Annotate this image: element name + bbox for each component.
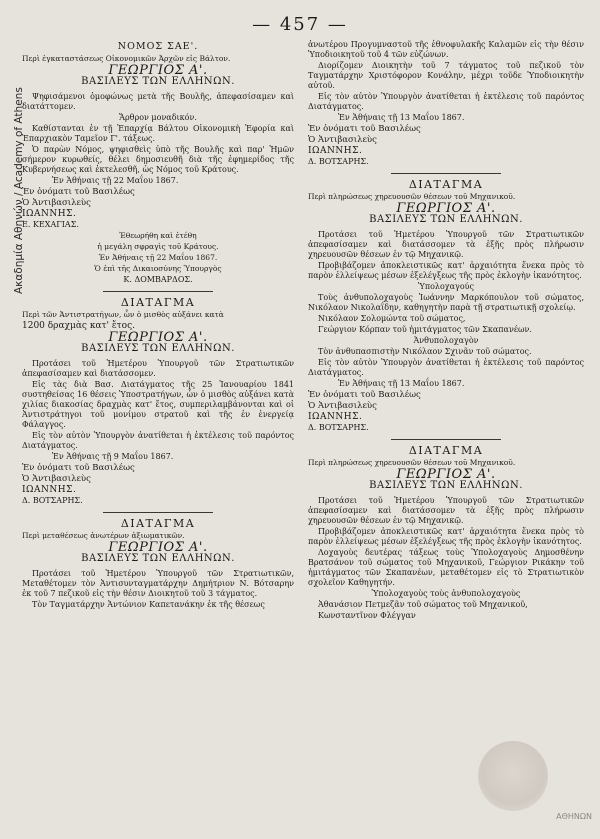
divider	[391, 173, 501, 174]
regent-name: ΙΩΑΝΝΗΣ.	[308, 412, 363, 422]
paragraph: Προτάσει τοῦ Ἡμετέρου Ὑπουργοῦ τῶν Στρατιωτικῶν ἀπεφασίσαμεν καὶ διατάσσομεν τὰ ἑξῆς πρὸς πλήρωσιν χηρευουσῶν θέσεων ἐν τῷ Μηχανικῷ.	[308, 496, 584, 525]
king-title: ΒΑΣΙΛΕΥΣ ΤΩΝ ΕΛΛΗΝΩΝ.	[81, 343, 235, 354]
decree-subject: Περὶ πληρώσεως χηρευουσῶν θέσεων τοῦ Μηχανικοῦ.	[308, 458, 516, 467]
decree-title: ΔΙΑΤΑΓΜΑ	[408, 444, 484, 457]
paragraph: Τὸν ἀνθυπασπιστὴν Νικόλαον Σχινᾶν τοῦ σώματος.	[318, 347, 532, 356]
decree-subject: 1200 δραχμὰς κατ' ἔτος.	[22, 321, 135, 331]
minister-signature: Δ. ΒΟΤΣΑΡΗΣ.	[22, 496, 83, 505]
article-heading: Ἄρθρον μοναδικόν.	[119, 113, 197, 122]
paragraph: Προτάσει τοῦ Ἡμετέρου Ὑπουργοῦ τῶν Στρατιωτικῶν ἀπεφασίσαμεν καὶ διατάσσομεν.	[22, 359, 294, 378]
seal-line: ἡ μεγάλη σφραγὶς τοῦ Κράτους.	[97, 242, 219, 251]
date-line: Ἐν Ἀθήναις τῇ 13 Μαΐου 1867.	[338, 379, 465, 388]
library-stamp	[478, 741, 548, 811]
king-title: ΒΑΣΙΛΕΥΣ ΤΩΝ ΕΛΛΗΝΩΝ.	[369, 214, 523, 225]
paragraph: Τὸν Ταγματάρχην Ἀντώνιον Καπετανάκην ἐκ τῆς θέσεως	[32, 600, 265, 609]
watermark-text: Ακαδημία Αθηνών / Academy of Athens	[13, 87, 25, 294]
minister-signature: Δ. ΒΟΤΣΑΡΗΣ.	[308, 423, 369, 432]
date-line: Ἐν Ἀθήναις τῇ 9 Μαΐου 1867.	[52, 452, 174, 461]
paragraph: Τοὺς ἀνθυπολοχαγοὺς Ἰωάννην Μαρκόπουλον τοῦ σώματος, Νικόλαον Νικολαΐδην, καθηγητὴν παρὰ τῇ στρατιωτικῇ σχολείῳ.	[308, 293, 584, 312]
right-column	[308, 40, 584, 622]
sign-line: Ἐν ὀνόματι τοῦ Βασιλέως	[308, 390, 421, 400]
seal-line: Ὁ ἐπὶ τῆς Δικαιοσύνης Ὑπουργὸς	[94, 264, 222, 273]
decree-subject: Περὶ μεταθέσεως ἀνωτέρων ἀξιωματικῶν.	[22, 531, 185, 540]
decree-title: ΔΙΑΤΑΓΜΑ	[120, 517, 196, 530]
king-name: ΓΕΩΡΓΙΟΣ Α'.	[396, 201, 496, 216]
decree-subject: Περὶ πληρώσεως χηρευουσῶν θέσεων τοῦ Μηχανικοῦ.	[308, 192, 516, 201]
regent-name: ΙΩΑΝΝΗΣ.	[22, 485, 77, 495]
paragraph: Εἰς τὸν αὐτὸν Ὑπουργὸν ἀνατίθεται ἡ ἐκτέλεσις τοῦ παρόντος Διατάγματος.	[308, 92, 584, 111]
date-line: Ἐν Ἀθήναις τῇ 22 Μαΐου 1867.	[52, 176, 179, 185]
stamp-text: ΑΘΗΝΩΝ	[556, 812, 592, 821]
paragraph: Προβιβάζομεν ἀποκλειστικῶς κατ' ἀρχαιότητα ἕνεκα πρὸς τὸ παρὸν ἐλλείψεως μέσων ἐξελέγξεως τῆς πρὸς ἐκλογὴν ἱκανότητος.	[308, 527, 584, 546]
king-name: ΓΕΩΡΓΙΟΣ Α'.	[108, 63, 208, 78]
king-name: ΓΕΩΡΓΙΟΣ Α'.	[396, 467, 496, 482]
paragraph: ἀνωτέρου Προγυμναστοῦ τῆς ἐθνοφυλακῆς Καλαμῶν εἰς τὴν θέσιν Ὑποδιοικητοῦ τοῦ 4 τῶν εὐζώνων.	[308, 40, 584, 59]
paragraph: Ὁ παρὼν Νόμος, ψηφισθεὶς ὑπὸ τῆς Βουλῆς καὶ παρ' Ἡμῶν σήμερον κυρωθείς, θέλει δημοσιευθῆ διὰ τῆς ἐφημερίδος τῆς Κυβερνήσεως καὶ ἐκτελεσθῆ, ὡς Νόμος τοῦ Κράτους.	[22, 145, 294, 174]
paragraph: Κωνσταντῖνον Φλέγγαν	[318, 611, 416, 620]
king-title: ΒΑΣΙΛΕΥΣ ΤΩΝ ΕΛΛΗΝΩΝ.	[81, 76, 235, 87]
paragraph: Εἰς τὸν αὐτὸν Ὑπουργὸν ἀνατίθεται ἡ ἐκτέλεσις τοῦ παρόντος Διατάγματος.	[22, 431, 294, 450]
king-title: ΒΑΣΙΛΕΥΣ ΤΩΝ ΕΛΛΗΝΩΝ.	[369, 480, 523, 491]
sign-line: Ὁ Ἀντιβασιλεὺς	[308, 135, 377, 145]
paragraph: Προβιβάζομεν ἀποκλειστικῶς κατ' ἀρχαιότητα ἕνεκα πρὸς τὸ παρὸν ἐλλείψεως μέσων ἐξελέγξεως τῆς πρὸς ἐκλογὴν ἱκανότητος.	[308, 261, 584, 280]
paragraph: Καθίστανται ἐν τῇ Ἐπαρχίᾳ Βάλτου Οἰκονομικὴ Ἐφορία καὶ Ἐπαρχιακὸν Ταμεῖον Γ'. τάξεως.	[22, 124, 294, 143]
nomos-title: ΝΟΜΟΣ ΣΑΕ'.	[117, 41, 199, 52]
rank-heading: Ἀνθυπολοχαγὸν	[413, 336, 479, 345]
sign-line: Ἐν ὀνόματι τοῦ Βασιλέως	[22, 187, 135, 197]
paragraph: Εἰς τὰς διὰ Βασ. Διατάγματος τῆς 25 Ἰανουαρίου 1841 συστηθείσας 16 θέσεις Ὑποστρατήγων, ὧν ὁ μισθὸς αὐξάνει κατὰ χιλίας διακοσίας δραχμὰς κατ' ἔτος, συμπεριλαμβάνονται καὶ οἱ Ἀντιστράτηγοι τοῦ μονίμου στρατοῦ καὶ τῆς ἐν ἐνεργείᾳ Φάλαγγος.	[22, 380, 294, 429]
regent-name: ΙΩΑΝΝΗΣ.	[308, 146, 363, 156]
rank-heading: Ὑπολοχαγούς	[418, 282, 474, 291]
king-name: ΓΕΩΡΓΙΟΣ Α'.	[108, 540, 208, 555]
regent-name: ΙΩΑΝΝΗΣ.	[22, 209, 77, 219]
divider	[103, 291, 213, 292]
paragraph: Νικόλαον Σολομώντα τοῦ σώματος,	[318, 314, 466, 323]
seal-line: Ἐν Ἀθήναις τῇ 22 Μαΐου 1867.	[98, 253, 218, 262]
date-line: Ἐν Ἀθήναις τῇ 13 Μαΐου 1867.	[338, 113, 465, 122]
watermark	[1, 36, 25, 296]
nomos-subject: Περὶ ἐγκαταστάσεως Οἰκονομικῶν Ἀρχῶν εἰς Βάλτον.	[22, 54, 231, 63]
paragraph: Ψηφισάμενοι ὁμοφώνως μετὰ τῆς Βουλῆς, ἀπεφασίσαμεν καὶ διατάττομεν.	[22, 92, 294, 111]
paragraph: Προτάσει τοῦ Ἡμετέρου Ὑπουργοῦ τῶν Στρατιωτικῶν, Μεταθέτομεν τὸν Ἀντισυνταγματάρχην Δημήτριον Ν. Βότσαρην ἐκ τοῦ 7 πεζικοῦ εἰς τὴν θέσιν Διοικητοῦ τοῦ 3 τάγματος.	[22, 569, 294, 598]
paragraph: Εἰς τὸν αὐτὸν Ὑπουργὸν ἀνατίθεται ἡ ἐκτέλεσις τοῦ παρόντος Διατάγματος.	[308, 358, 584, 377]
rank-heading: Ὑπολοχαγοὺς τοὺς ἀνθυπολοχαγοὺς	[371, 589, 521, 598]
divider	[391, 439, 501, 440]
sign-line: Ὁ Ἀντιβασιλεὺς	[308, 401, 377, 411]
decree-subject: Περὶ τῶν Ἀντιστρατήγων, ὧν ὁ μισθὸς αὐξάνει κατὰ	[22, 310, 224, 319]
king-name: ΓΕΩΡΓΙΟΣ Α'.	[108, 330, 208, 345]
decree-title: ΔΙΑΤΑΓΜΑ	[408, 178, 484, 191]
minister-signature: Ε. ΚΕΧΑΓΙΑΣ.	[22, 220, 79, 229]
page-number: — 457 —	[252, 14, 348, 35]
sign-line: Ἐν ὀνόματι τοῦ Βασιλέως	[308, 124, 421, 134]
minister-signature: Δ. ΒΟΤΣΑΡΗΣ.	[308, 157, 369, 166]
king-title: ΒΑΣΙΛΕΥΣ ΤΩΝ ΕΛΛΗΝΩΝ.	[81, 553, 235, 564]
left-column	[22, 40, 294, 611]
paragraph: Ἀθανάσιον Πετμεζᾶν τοῦ σώματος τοῦ Μηχανικοῦ,	[318, 600, 528, 609]
paragraph: Διορίζομεν Διοικητὴν τοῦ 7 τάγματος τοῦ πεζικοῦ τὸν Ταγματάρχην Χριστόφορον Κονάλην, μέχρι τοῦδε Ὑποδιοικητὴν αὐτοῦ.	[308, 61, 584, 90]
sign-line: Ὁ Ἀντιβασιλεὺς	[22, 474, 91, 484]
seal-signature: Κ. ΔΟΜΒΑΡΔΟΣ.	[123, 275, 193, 284]
paragraph: Λοχαγοὺς δευτέρας τάξεως τοὺς Ὑπολοχαγοὺς Δημοσθένην Βρατσάνον τοῦ σώματος τοῦ Μηχανικοῦ, Γεώργιον Ρικάκην τοῦ ἡμιτάγματος τῶν Σκαπανέων, μεταθέτομεν εἰς τὸ Στρατιωτικὸν σχολεῖον Καθηγητήν.	[308, 548, 584, 587]
sign-line: Ἐν ὀνόματι τοῦ Βασιλέως	[22, 463, 135, 473]
sign-line: Ὁ Ἀντιβασιλεὺς	[22, 198, 91, 208]
seal-line: Ἐθεωρήθη καὶ ἐτέθη	[119, 231, 197, 240]
paragraph: Γεώργιον Κόρπαν τοῦ ἡμιτάγματος τῶν Σκαπανέων.	[318, 325, 532, 334]
divider	[103, 512, 213, 513]
decree-title: ΔΙΑΤΑΓΜΑ	[120, 296, 196, 309]
paragraph: Προτάσει τοῦ Ἡμετέρου Ὑπουργοῦ τῶν Στρατιωτικῶν ἀπεφασίσαμεν καὶ διατάσσομεν τὰ ἑξῆς πρὸς πλήρωσιν χηρευουσῶν θέσεων ἐν τῷ Μηχανικῷ.	[308, 230, 584, 259]
